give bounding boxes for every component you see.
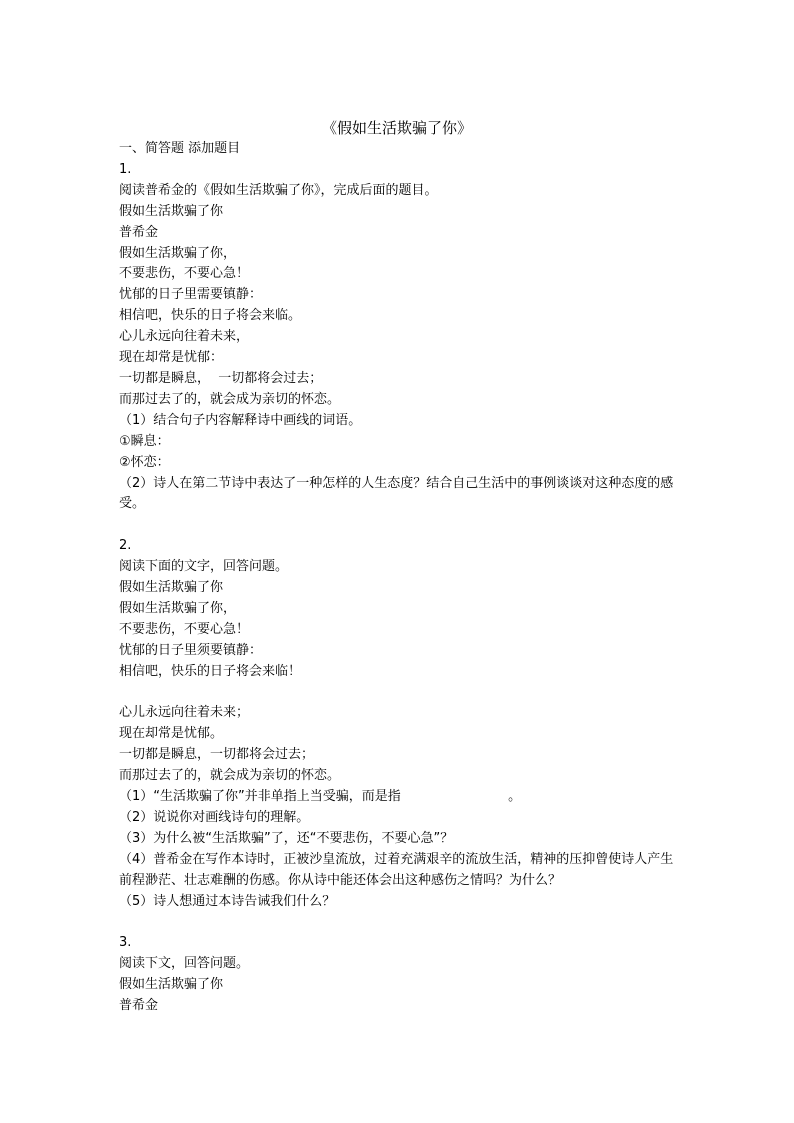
question-1-number: 1. bbox=[119, 161, 132, 177]
q1-line: 现在却常是忧郁： bbox=[119, 350, 224, 366]
q2-line: 不要悲伤，不要心急！ bbox=[119, 621, 250, 637]
q2-line: （3）为什么被“生活欺骗”了，还“不要悲伤，不要心急”？ bbox=[119, 830, 454, 846]
q1-line: （1）结合句子内容解释诗中画线的词语。 bbox=[119, 412, 362, 428]
q1-subquestion-2: （2）诗人在第二节诗中表达了一种怎样的人生态度？结合自己生活中的事例谈谈对这种态度的感受。 bbox=[119, 475, 674, 512]
q1-line: 不要悲伤，不要心急！ bbox=[119, 266, 250, 282]
question-3-number: 3. bbox=[119, 935, 132, 951]
q1-line: ①瞬息： bbox=[119, 433, 170, 449]
q2-line: 阅读下面的文字，回答问题。 bbox=[119, 559, 289, 575]
q2-line: 假如生活欺骗了你 bbox=[119, 580, 224, 596]
q2-line: （2）说说你对画线诗句的理解。 bbox=[119, 809, 310, 825]
q1-line: ②怀恋： bbox=[119, 454, 170, 470]
q1-line: 忧郁的日子里需要镇静： bbox=[119, 287, 263, 303]
section-heading: 一、简答题 添加题目 bbox=[119, 141, 241, 156]
spacer bbox=[119, 913, 679, 934]
spacer bbox=[119, 515, 679, 536]
document-title: 《假如生活欺骗了你》 bbox=[321, 119, 472, 137]
q1-line: 相信吧，快乐的日子将会来临。 bbox=[119, 308, 302, 324]
q1-line: 假如生活欺骗了你 bbox=[119, 203, 224, 219]
q3-line: 普希金 bbox=[119, 998, 159, 1014]
document-body bbox=[119, 139, 679, 1017]
q2-line: 心儿永远向往着未来； bbox=[119, 705, 250, 721]
q2-line: 假如生活欺骗了你， bbox=[119, 600, 237, 616]
q2-line: 现在却常是忧郁。 bbox=[119, 726, 224, 742]
q1-line: 心儿永远向往着未来， bbox=[119, 329, 250, 345]
q1-line: 而那过去了的，就会成为亲切的怀恋。 bbox=[119, 391, 341, 407]
spacer bbox=[119, 683, 679, 704]
q2-line: 忧郁的日子里须要镇静： bbox=[119, 642, 263, 658]
q1-line: 阅读普希金的《假如生活欺骗了你》，完成后面的题目。 bbox=[119, 182, 438, 198]
q3-line: 假如生活欺骗了你 bbox=[119, 977, 224, 993]
q2-line: 一切都是瞬息，一切都将会过去； bbox=[119, 747, 315, 763]
q1-line: 假如生活欺骗了你， bbox=[119, 245, 237, 261]
q2-line: 而那过去了的，就会成为亲切的怀恋。 bbox=[119, 768, 341, 784]
q2-subquestion-4: （4）普希金在写作本诗时，正被沙皇流放，过着充满艰辛的流放生活，精神的压抑曾使诗人产生前程渺茫、壮志难酬的伤感。你从诗中能还体会出这种感伤之情吗？为什么？ bbox=[119, 851, 674, 888]
question-2-number: 2. bbox=[119, 538, 132, 554]
q1-line: 一切都是瞬息， 一切都将会过去； bbox=[119, 370, 323, 386]
q2-line: 相信吧，快乐的日子将会来临！ bbox=[119, 663, 302, 679]
q3-line: 阅读下文，回答问题。 bbox=[119, 956, 250, 972]
q2-line: （1）“生活欺骗了你”并非单指上当受骗，而是指 。 bbox=[119, 789, 522, 805]
q1-line: 普希金 bbox=[119, 224, 159, 240]
q2-subquestion-5: （5）诗人想通过本诗告诫我们什么？ bbox=[119, 893, 336, 909]
